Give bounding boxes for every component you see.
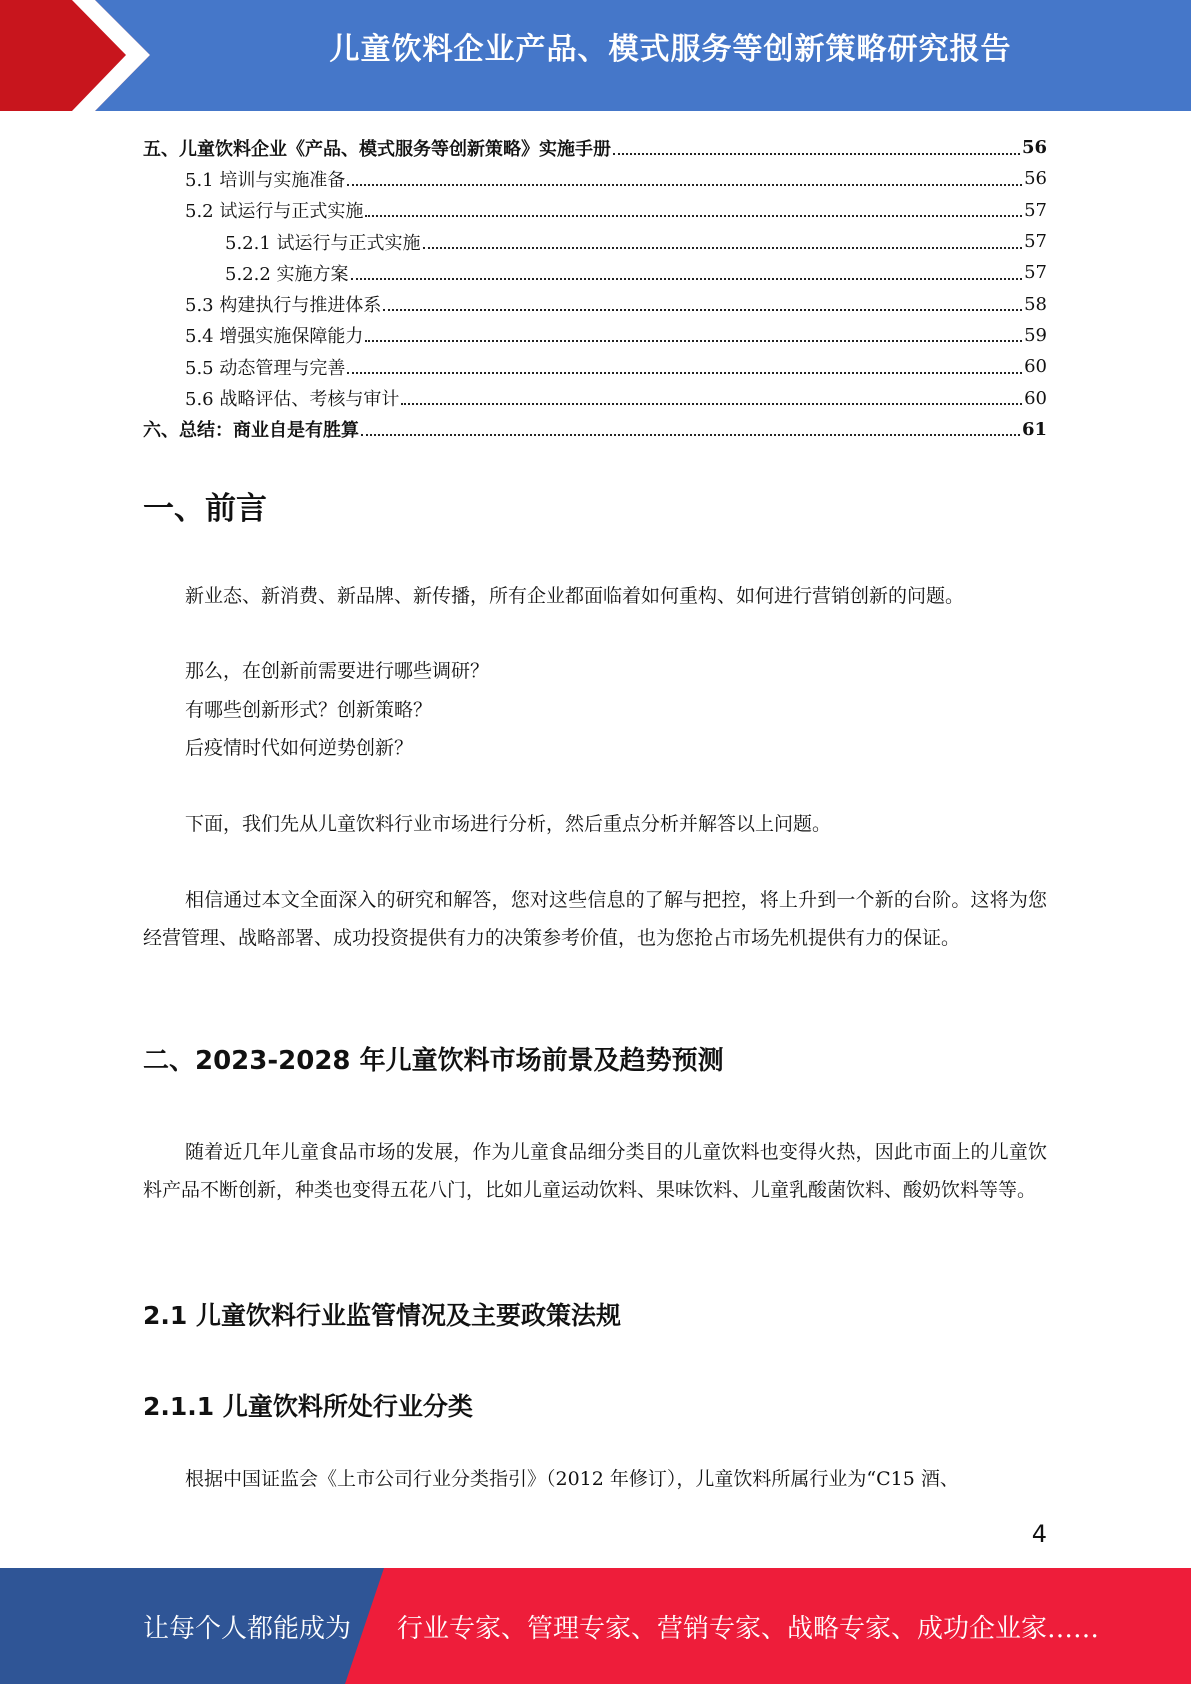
- toc-entry-label: 5.1 培训与实施准备: [185, 169, 346, 191]
- toc-entry-page: 61: [1021, 418, 1047, 440]
- toc-entry-label: 六、总结：商业自是有胜算: [143, 420, 359, 442]
- paragraph: 随着近几年儿童食品市场的发展，作为儿童食品细分类目的儿童饮料也变得火热，因此市面上的儿童饮料产品不断创新，种类也变得五花八门，比如儿童运动饮料、果味饮料、儿童乳酸菌饮料、酸奶饮料等等。: [143, 1141, 1047, 1201]
- toc-entry[interactable]: [143, 351, 1047, 382]
- toc-entry[interactable]: [143, 132, 1047, 163]
- toc-entry[interactable]: [143, 320, 1047, 351]
- toc-dot-leader: [383, 289, 1022, 311]
- subsection-heading: 2.1 儿童饮料行业监管情况及主要政策法规: [143, 1301, 621, 1330]
- section-heading-market-outlook: 二、2023-2028 年儿童饮料市场前景及趋势预测: [143, 1046, 724, 1076]
- toc-dot-leader: [361, 414, 1020, 436]
- toc-entry[interactable]: [143, 163, 1047, 194]
- toc-entry-page: 57: [1024, 199, 1047, 221]
- toc-dot-leader: [347, 352, 1022, 374]
- subsubsection-heading: 2.1.1 儿童饮料所处行业分类: [143, 1392, 473, 1421]
- toc-dot-leader: [347, 164, 1022, 186]
- toc-entry-label: 5.5 动态管理与完善: [185, 357, 346, 379]
- paragraph: 相信通过本文全面深入的研究和解答，您对这些信息的了解与把控，将上升到一个新的台阶。这将为您经营管理、战略部署、成功投资提供有力的决策参考价值，也为您抢占市场先机提供有力的保证。: [143, 889, 1047, 949]
- toc-entry-page: 60: [1024, 356, 1047, 378]
- page-header: [0, 0, 1191, 111]
- toc-entry-page: 56: [1021, 137, 1047, 159]
- toc-entry[interactable]: [143, 288, 1047, 319]
- toc-entry-label: 五、儿童饮料企业《产品、模式服务等创新策略》实施手册: [143, 138, 611, 160]
- toc-entry-page: 60: [1024, 387, 1047, 409]
- section-heading-preface: 一、前言: [143, 491, 267, 527]
- paragraph: 下面，我们先从儿童饮料行业市场进行分析，然后重点分析并解答以上问题。: [185, 813, 832, 835]
- toc-entry-label: 5.2.2 实施方案: [225, 263, 349, 285]
- page-footer: [0, 1568, 1191, 1684]
- toc-entry-page: 56: [1024, 168, 1047, 190]
- question-line: 有哪些创新形式？创新策略？: [185, 699, 433, 721]
- toc-entry-page: 57: [1024, 231, 1047, 253]
- toc-entry-label: 5.2.1 试运行与正式实施: [225, 232, 421, 254]
- toc-dot-leader: [365, 195, 1022, 217]
- toc-dot-leader: [365, 320, 1022, 342]
- toc-entry-label: 5.3 构建执行与推进体系: [185, 295, 382, 317]
- toc-entry-label: 5.6 战略评估、考核与审计: [185, 389, 400, 411]
- paragraph: 根据中国证监会《上市公司行业分类指引》（2012 年修订），儿童饮料所属行业为“C15 酒、: [185, 1468, 959, 1490]
- toc-dot-leader: [613, 133, 1020, 155]
- toc-entry[interactable]: [143, 414, 1047, 445]
- footer-slogan-left: 让每个人都能成为: [143, 1614, 352, 1644]
- toc-dot-leader: [423, 227, 1023, 249]
- table-of-contents: [143, 132, 1047, 445]
- toc-entry-page: 58: [1024, 293, 1047, 315]
- toc-entry-label: 5.4 增强实施保障能力: [185, 326, 364, 348]
- toc-dot-leader: [351, 258, 1023, 280]
- paragraph: 新业态、新消费、新品牌、新传播，所有企业都面临着如何重构、如何进行营销创新的问题。: [185, 585, 965, 607]
- toc-entry-page: 57: [1024, 262, 1047, 284]
- toc-dot-leader: [401, 383, 1022, 405]
- toc-entry[interactable]: [143, 257, 1047, 288]
- question-line: 后疫情时代如何逆势创新？: [185, 737, 414, 759]
- page-number: 4: [1031, 1520, 1047, 1548]
- toc-entry[interactable]: [143, 382, 1047, 413]
- toc-entry-page: 59: [1024, 324, 1047, 346]
- header-title: 儿童饮料企业产品、模式服务等创新策略研究报告: [329, 32, 1012, 67]
- footer-slogan-right: 行业专家、管理专家、营销专家、战略专家、成功企业家……: [397, 1614, 1100, 1644]
- toc-entry-label: 5.2 试运行与正式实施: [185, 201, 364, 223]
- question-line: 那么，在创新前需要进行哪些调研？: [185, 660, 490, 682]
- toc-entry[interactable]: [143, 195, 1047, 226]
- toc-entry[interactable]: [143, 226, 1047, 257]
